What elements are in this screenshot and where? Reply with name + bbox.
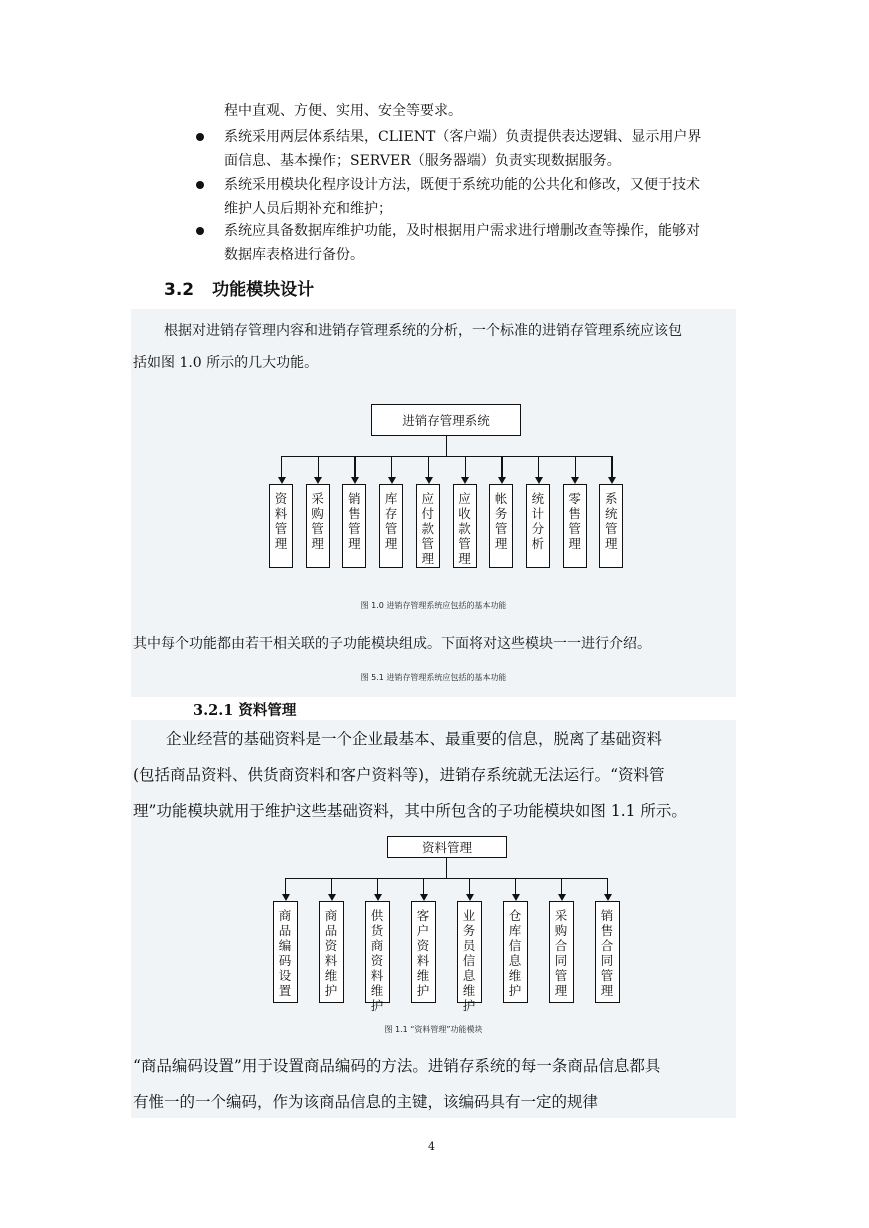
module-box: 系 统 管 理 (599, 484, 623, 568)
bullet-2-line2: 维护人员后期补充和维护； (224, 201, 392, 217)
connector (428, 456, 429, 477)
section-3-2-1-line3: 理”功能模块就用于维护这些基础资料，其中所包含的子功能模块如图 1.1 所示。 (133, 802, 687, 820)
fig-1-1-root-box: 资料管理 (387, 836, 507, 858)
section-title: 功能模块设计 (212, 280, 315, 300)
module-box: 商 品 编 码 设 置 (273, 901, 298, 1003)
module-box: 库 存 管 理 (379, 484, 403, 568)
section-3-2-1-line2: (包括商品资料、供货商资料和客户资料等)，进销存系统就无法运行。“资料管 (133, 766, 665, 784)
module-box: 应 收 款 管 理 (453, 484, 477, 568)
closing-line2: 有惟一的一个编码，作为该商品信息的主键，该编码具有一定的规律 (133, 1093, 599, 1111)
bullet-3-line1: 系统应具备数据库维护功能，及时根据用户需求进行增删改查等操作，能够对 (224, 223, 700, 239)
arrow-icon (278, 477, 286, 484)
connector (354, 456, 355, 477)
module-box: 供 货 商 资 料 维 护 (365, 901, 390, 1003)
module-box: 帐 务 管 理 (489, 484, 513, 568)
module-box: 客 户 资 料 维 护 (411, 901, 436, 1003)
fig-1-1-caption: 图 1.1 “资料管理”功能模块 (384, 1025, 483, 1034)
bullet-3-line2: 数据库表格进行备份。 (224, 247, 364, 263)
arrow-icon (498, 477, 506, 484)
connector (561, 878, 562, 894)
connector (469, 878, 470, 894)
module-box: 采 购 合 同 管 理 (549, 901, 574, 1003)
arrow-icon (461, 477, 469, 484)
section-3-2-para-line2: 括如图 1.0 所示的几大功能。 (133, 355, 319, 371)
connector (391, 456, 392, 477)
connector (281, 456, 611, 457)
connector (377, 878, 378, 894)
section-3-2-para-line1: 根据对进销存管理内容和进销存管理系统的分析，一个标准的进销存管理系统应该包 (164, 323, 682, 339)
module-box: 应 付 款 管 理 (416, 484, 440, 568)
arrow-icon (558, 894, 566, 901)
section-heading-3-2 (164, 275, 314, 300)
connector (423, 878, 424, 894)
connector (285, 878, 286, 894)
bullet-dot (196, 181, 204, 189)
connector (501, 456, 502, 477)
connector (318, 456, 319, 477)
arrow-icon (512, 894, 520, 901)
arrow-icon (314, 477, 322, 484)
connector (538, 456, 539, 477)
bullet-1-line1: 系统采用两层体系结果，CLIENT（客户端）负责提供表达逻辑、显示用户界 (224, 129, 702, 145)
module-box: 采 购 管 理 (306, 484, 330, 568)
module-box: 仓 库 信 息 维 护 (503, 901, 528, 1003)
between-text: 其中每个功能都由若干相关联的子功能模块组成。下面将对这些模块一一进行介绍。 (133, 636, 651, 652)
page-number: 4 (428, 1140, 435, 1153)
module-box: 零 售 管 理 (563, 484, 587, 568)
arrow-icon (571, 477, 579, 484)
module-box: 资 料 管 理 (269, 484, 293, 568)
arrow-icon (388, 477, 396, 484)
arrow-icon (535, 477, 543, 484)
arrow-icon (328, 894, 336, 901)
module-box: 统 计 分 析 (526, 484, 550, 568)
arrow-icon (374, 894, 382, 901)
connector (281, 456, 282, 477)
bullet-continuation: 程中直观、方便、实用、安全等要求。 (224, 103, 462, 119)
section-3-2-1-line1: 企业经营的基础资料是一个企业最基本、最重要的信息，脱离了基础资料 (166, 730, 663, 748)
bullet-2-line1: 系统采用模块化程序设计方法，既便于系统功能的公共化和修改，又便于技术 (224, 177, 700, 193)
module-box: 业 务 员 信 息 维 护 (457, 901, 482, 1003)
arrow-icon (466, 894, 474, 901)
connector (515, 878, 516, 894)
arrow-icon (282, 894, 290, 901)
closing-line1: “商品编码设置”用于设置商品编码的方法。进销存系统的每一条商品信息都具 (133, 1057, 661, 1075)
fig-5-1-caption: 图 5.1 进销存管理系统应包括的基本功能 (360, 673, 507, 682)
fig-1-0-root-box: 进销存管理系统 (371, 404, 521, 436)
module-box: 销 售 管 理 (342, 484, 366, 568)
arrow-icon (351, 477, 359, 484)
connector (285, 878, 607, 879)
module-box: 商 品 资 料 维 护 (319, 901, 344, 1003)
connector (607, 878, 608, 894)
bullet-1-line2: 面信息、基本操作；SERVER（服务器端）负责实现数据服务。 (224, 153, 621, 169)
section-number: 3.2 (164, 280, 195, 300)
arrow-icon (420, 894, 428, 901)
connector (446, 436, 447, 456)
section-heading-3-2-1: 3.2.1 资料管理 (193, 702, 297, 719)
arrow-icon (425, 477, 433, 484)
connector (611, 456, 612, 477)
connector (465, 456, 466, 477)
fig-1-0-caption: 图 1.0 进销存管理系统应包括的基本功能 (360, 601, 507, 610)
arrow-icon (608, 477, 616, 484)
connector (446, 858, 447, 878)
connector (331, 878, 332, 894)
bullet-dot (196, 133, 204, 141)
bullet-dot (196, 227, 204, 235)
arrow-icon (604, 894, 612, 901)
connector (575, 456, 576, 477)
module-box: 销 售 合 同 管 理 (595, 901, 620, 1003)
